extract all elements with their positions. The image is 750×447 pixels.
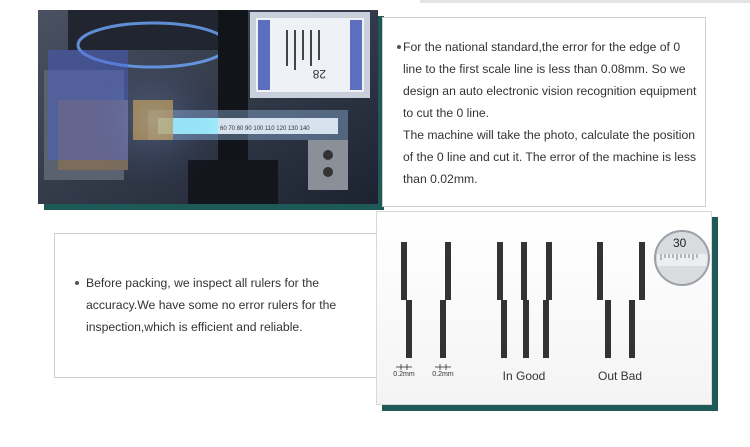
- magnifier-number: 30: [673, 236, 687, 250]
- bar-good2-bottom: [523, 300, 529, 358]
- bar-good2-top: [521, 242, 527, 300]
- out-bad-label: Out Bad: [597, 369, 643, 383]
- bar-good1-bottom: [501, 300, 507, 358]
- bar-gap1-bottom: [406, 300, 412, 358]
- magnifier-icon: [655, 231, 709, 285]
- gap-label-2: 0.2mm: [432, 371, 454, 378]
- bar-good3-top: [546, 242, 552, 300]
- bullet-dot-icon: [397, 45, 401, 49]
- bar-good3-bottom: [543, 300, 549, 358]
- vision-cutting-card: [382, 17, 706, 207]
- inspection-diagram: [376, 211, 712, 405]
- photo-ruler-digits: 60 70 80 90 100 110 120 130 140: [220, 126, 310, 132]
- bar-bad1-bottom: [605, 300, 611, 358]
- gap-label-1: 0.2mm: [393, 371, 415, 378]
- inspection-bullet: [72, 272, 372, 338]
- in-good-label: In Good: [502, 369, 546, 383]
- monitor-number: 28: [312, 67, 326, 81]
- bar-gap1-top: [401, 242, 407, 300]
- bar-bad2-bottom: [629, 300, 635, 358]
- inspection-text: Before packing, we inspect all rulers for the accuracy.We have some no error rulers for the inspection,which is efficient and reliable.: [86, 276, 337, 334]
- bar-bad1-top: [597, 242, 603, 300]
- machine-photo-illustration: [38, 10, 378, 204]
- bar-gap2-bottom: [440, 300, 446, 358]
- bar-good1-top: [497, 242, 503, 300]
- top-divider: [420, 0, 750, 3]
- machine-photo: [38, 10, 378, 204]
- vision-cutting-text: For the national standard,the error for the edge of 0 line to the first scale line is less than 0.08mm. So we design an auto electronic vision recognition equipment to cut the 0 line. The machine will take the photo, calculate the position of the 0 line and cut it. The error of the machine is less than 0.02mm.: [403, 40, 697, 186]
- bar-gap2-top: [445, 242, 451, 300]
- bar-bad2-top: [639, 242, 645, 300]
- inspection-card: [54, 233, 384, 378]
- vision-cutting-bullet: [397, 36, 701, 190]
- bullet-dot-icon: [75, 281, 79, 285]
